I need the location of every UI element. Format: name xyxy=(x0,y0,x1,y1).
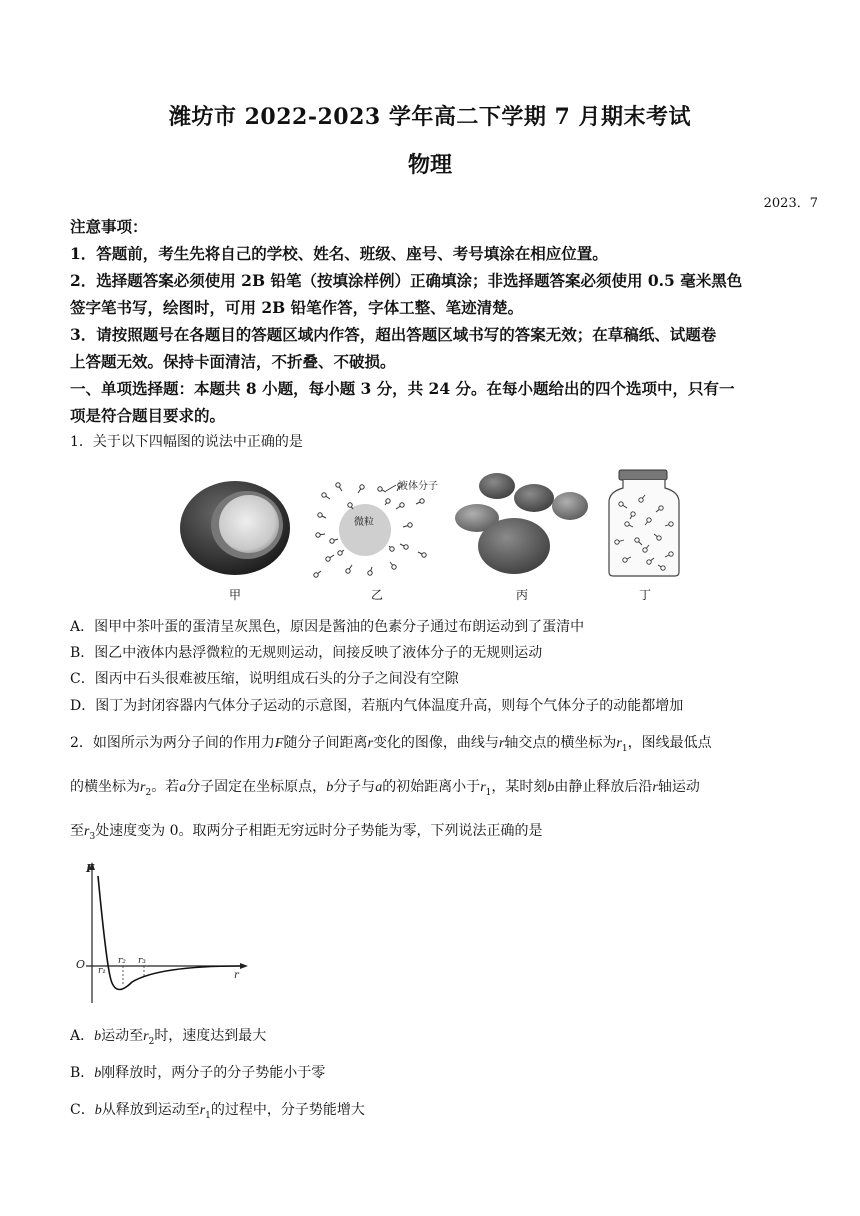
molecule-dot xyxy=(635,538,639,542)
molecule-dot xyxy=(386,499,390,503)
q2-force-distance-graph xyxy=(72,858,252,1008)
fig-label-yi: 乙 xyxy=(370,588,383,602)
axis-label-r: r xyxy=(234,970,239,981)
tick-r3: r₃ xyxy=(138,956,146,966)
exam-subject: 物理 xyxy=(407,152,452,178)
molecule-dot xyxy=(623,558,627,562)
fig-label-ding: 丁 xyxy=(638,588,651,602)
q2-option-b: B．b刚释放时，两分子的分子势能小于零 xyxy=(70,1065,326,1081)
molecule-dot xyxy=(378,487,382,491)
figure-jia-tea-egg xyxy=(175,470,295,580)
molecule-dot xyxy=(390,547,394,551)
molecule-dot xyxy=(392,565,396,569)
fig-label-jia: 甲 xyxy=(228,588,241,602)
notice-item-2b: 签字笔书写，绘图时，可用 2B 铅笔作答，字体工整、笔迹清楚。 xyxy=(70,298,524,317)
molecule-dot xyxy=(639,498,643,502)
molecule-dot xyxy=(348,503,352,507)
fig-label-bing: 丙 xyxy=(515,588,528,602)
molecule-dot xyxy=(647,560,651,564)
molecule-dot xyxy=(330,539,334,543)
q1-option-d: D．图丁为封闭容器内气体分子运动的示意图，若瓶内气体温度升高，则每个气体分子的动能都增加 xyxy=(70,698,684,714)
molecule-dot xyxy=(659,506,663,510)
notice-item-3a: 3．请按照题号在各题目的答题区域内作答，超出答题区域书写的答案无效；在草稿纸、试题卷 xyxy=(70,325,717,344)
q2-stem-line-1: 2．如图所示为两分子间的作用力F随分子间距离r变化的图像，曲线与r轴交点的横坐标为$r_1$，图线最低点 xyxy=(70,735,712,754)
molecule-dot xyxy=(322,493,326,497)
fig-particle-label: 微粒 xyxy=(354,517,374,528)
molecule-dot xyxy=(316,533,320,537)
q2-stem-line-2: 的横坐标为$r_2$。若a分子固定在坐标原点，b分子与a的初始距离小于$r_1$，某时刻b由静止释放后沿r轴运动 xyxy=(70,779,700,798)
molecule-dot xyxy=(336,483,340,487)
notice-item-1: 1．答题前，考生先将自己的学校、姓名、班级、座号、考号填涂在相应位置。 xyxy=(70,244,608,263)
figure-ding-gas-jar xyxy=(605,468,685,580)
q1-option-c: C．图丙中石头很难被压缩，说明组成石头的分子之间没有空隙 xyxy=(70,671,459,687)
axis-label-F: F xyxy=(86,862,94,875)
molecule-dot xyxy=(408,523,412,527)
molecule-dot xyxy=(360,485,364,489)
figure-yi-brownian xyxy=(310,475,440,585)
q2-stem-line-3: 至$r_3$处速度变为 0。取两分子相距无穷远时分子势能为零，下列说法正确的是 xyxy=(70,823,543,842)
q1-option-a: A．图甲中茶叶蛋的蛋清呈灰黑色，原因是酱油的色素分子通过布朗运动到了蛋清中 xyxy=(70,619,585,635)
molecule-dot xyxy=(326,557,330,561)
molecule-dot xyxy=(619,502,623,506)
q2-option-c: C．b从释放到运动至$r_1$的过程中，分子势能增大 xyxy=(70,1102,365,1121)
figure-bing-stones xyxy=(452,468,592,580)
notice-item-2a: 2．选择题答案必须使用 2B 铅笔（按填涂样例）正确填涂；非选择题答案必须使用 0.5 毫米黑色 xyxy=(70,271,743,290)
molecule-dot xyxy=(404,545,408,549)
molecule-dot xyxy=(422,553,426,557)
molecule-dot xyxy=(631,512,635,516)
molecule-dot xyxy=(657,536,661,540)
tick-r2: r₂ xyxy=(118,956,126,966)
molecule-dot xyxy=(643,548,647,552)
tick-r1: r₁ xyxy=(98,966,106,976)
q2-option-a: A．b运动至$r_2$时，速度达到最大 xyxy=(70,1028,267,1047)
molecule-dot xyxy=(669,552,673,556)
fig-molecule-label: 液体分子 xyxy=(398,481,438,492)
molecule-dot xyxy=(615,540,619,544)
molecule-dot xyxy=(338,551,342,555)
notice-heading: 注意事项： xyxy=(70,217,148,236)
molecule-dot xyxy=(420,499,424,503)
molecule-dot xyxy=(625,522,629,526)
molecule-dot xyxy=(400,503,404,507)
exam-title: 潍坊市 2022-2023 学年高二下学期 7 月期末考试 xyxy=(168,104,692,130)
molecule-dot xyxy=(368,571,372,575)
exam-date: 2023．7 xyxy=(763,196,818,211)
molecule-dot xyxy=(314,573,318,577)
q1-stem: 1．关于以下四幅图的说法中正确的是 xyxy=(70,434,303,450)
section-heading-1: 一、单项选择题：本题共 8 小题，每小题 3 分，共 24 分。在每小题给出的四个选项中，只有一 xyxy=(70,379,735,398)
notice-item-3b: 上答题无效。保持卡面清洁，不折叠、不破损。 xyxy=(70,352,396,371)
origin-label: O xyxy=(76,958,86,971)
molecule-dot xyxy=(647,518,651,522)
molecule-dot xyxy=(669,522,673,526)
q1-option-b: B．图乙中液体内悬浮微粒的无规则运动，间接反映了液体分子的无规则运动 xyxy=(70,645,543,661)
molecule-dot xyxy=(318,513,322,517)
section-heading-2: 项是符合题目要求的。 xyxy=(70,406,226,425)
molecule-dot xyxy=(346,569,350,573)
force-curve xyxy=(98,876,240,990)
molecule-dot xyxy=(661,566,665,570)
